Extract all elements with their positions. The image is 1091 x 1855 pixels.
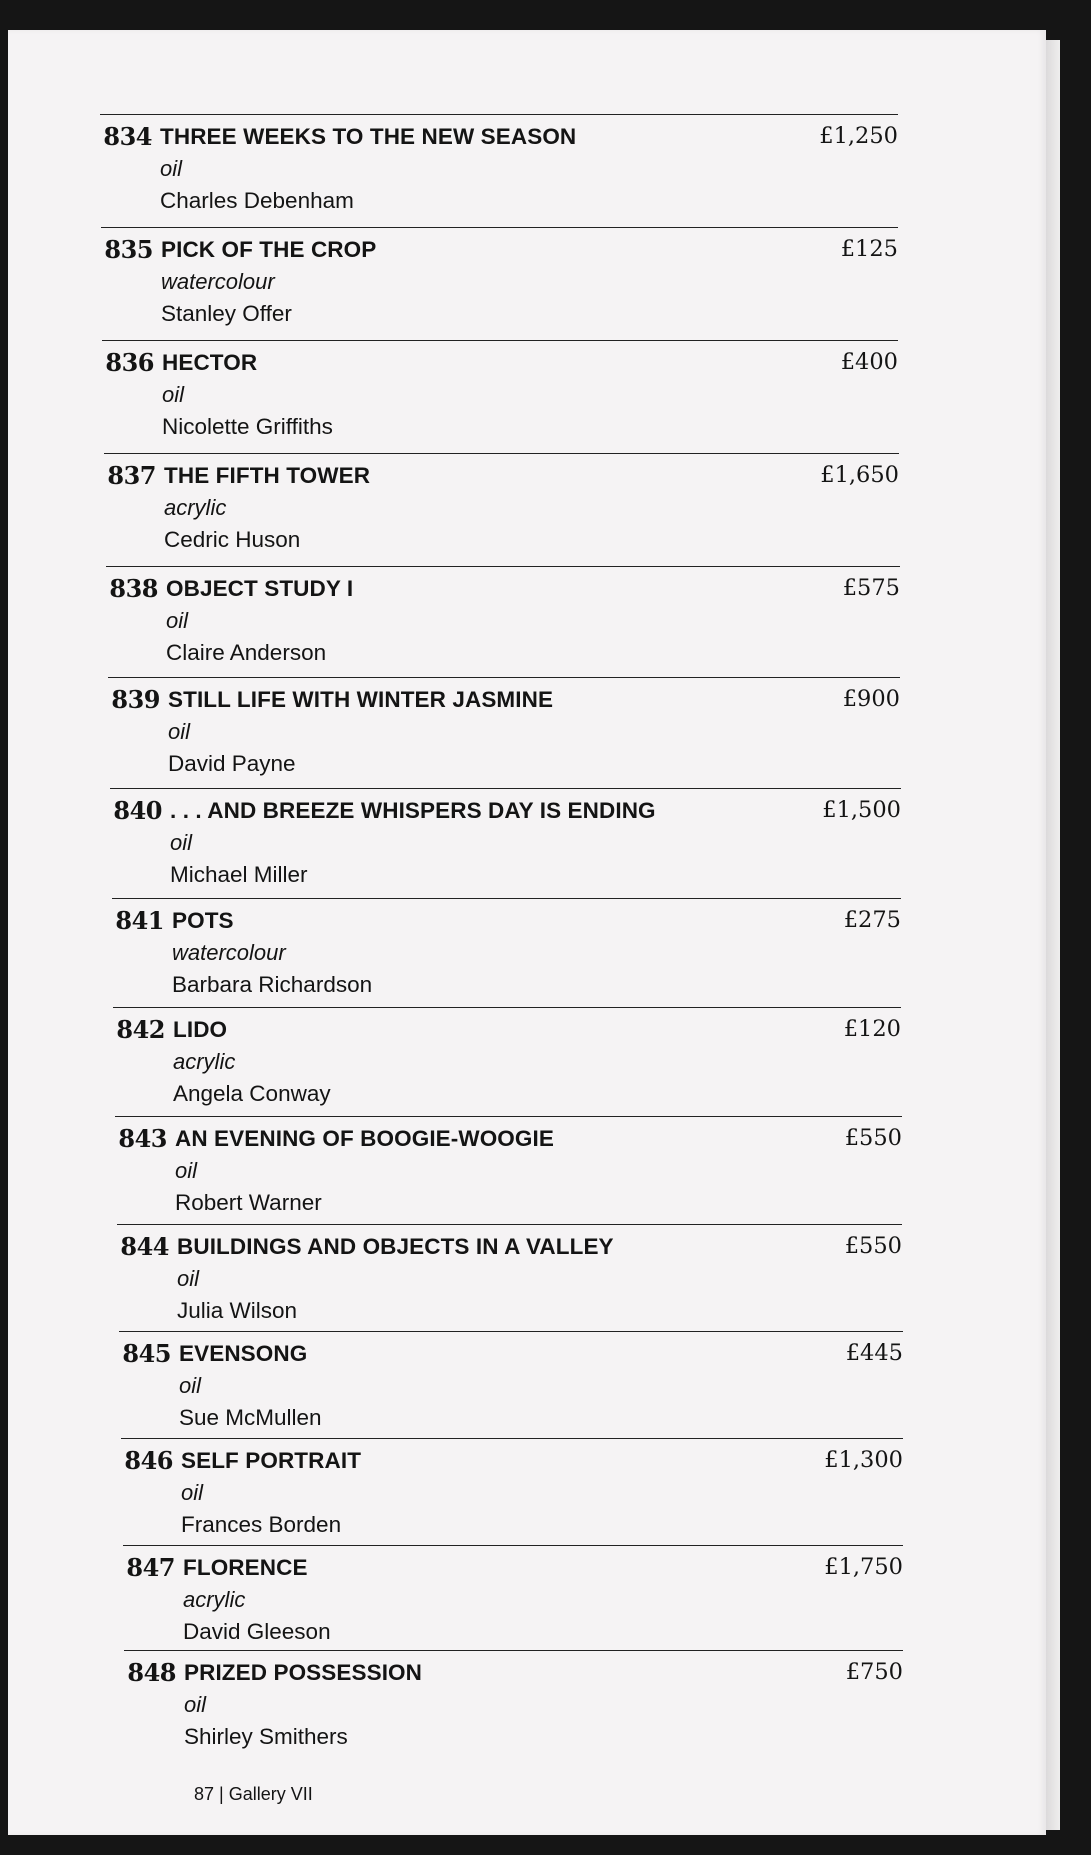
entry-price: £1,250: [819, 123, 898, 149]
entry-number: 839: [111, 685, 160, 714]
entry-artist: Shirley Smithers: [184, 1724, 348, 1749]
entry-medium: watercolour: [172, 940, 286, 965]
entry-medium: oil: [184, 1692, 207, 1717]
entry-price: £550: [844, 1125, 902, 1151]
catalogue-entry: [112, 898, 901, 997]
entry-artist: Charles Debenham: [160, 188, 354, 213]
entry-medium: watercolour: [161, 269, 275, 294]
entry-artist: Julia Wilson: [177, 1298, 298, 1323]
entry-artist: Stanley Offer: [161, 301, 292, 326]
entry-number: 835: [104, 235, 153, 264]
catalogue-entry: [104, 453, 899, 552]
entry-price: £275: [843, 907, 901, 933]
catalogue-entry: [100, 114, 898, 213]
entry-number: 842: [116, 1015, 165, 1044]
entry-price: £750: [845, 1659, 903, 1685]
catalogue-entry: [110, 788, 901, 887]
entry-artist: Cedric Huson: [164, 527, 301, 552]
entry-medium: oil: [179, 1373, 202, 1398]
entry-medium: oil: [177, 1266, 200, 1291]
catalogue-entry: [115, 1116, 902, 1215]
entry-title: THREE WEEKS TO THE NEW SEASON: [160, 124, 577, 149]
entry-price: £1,300: [824, 1447, 903, 1473]
entry-price: £120: [843, 1016, 901, 1042]
entry-artist: Nicolette Griffiths: [162, 414, 333, 439]
entry-title: BUILDINGS AND OBJECTS IN A VALLEY: [177, 1234, 614, 1259]
entry-artist: Michael Miller: [170, 862, 308, 887]
entry-title: . . . AND BREEZE WHISPERS DAY IS ENDING: [170, 798, 656, 823]
catalogue-entry: [106, 566, 900, 665]
entry-medium: acrylic: [164, 495, 227, 520]
entry-number: 834: [103, 122, 152, 151]
entry-title: LIDO: [173, 1017, 228, 1042]
entry-medium: oil: [175, 1158, 198, 1183]
catalogue-entry: [108, 677, 900, 776]
entry-artist: David Gleeson: [183, 1619, 331, 1644]
entry-title: PICK OF THE CROP: [161, 237, 377, 262]
entry-title: STILL LIFE WITH WINTER JASMINE: [168, 687, 554, 712]
entry-artist: Robert Warner: [175, 1190, 322, 1215]
entry-title: HECTOR: [162, 350, 258, 375]
entry-price: £1,500: [822, 797, 901, 823]
entry-price: £445: [845, 1340, 903, 1366]
entry-number: 846: [124, 1446, 173, 1475]
entry-number: 841: [115, 906, 164, 935]
entry-number: 848: [127, 1658, 176, 1687]
entry-number: 838: [109, 574, 158, 603]
catalogue-entry: [123, 1545, 903, 1644]
catalogue-entry: [121, 1438, 903, 1537]
entry-title: FLORENCE: [183, 1555, 308, 1580]
entry-medium: oil: [170, 830, 193, 855]
catalogue-entry: [124, 1650, 903, 1749]
entry-price: £400: [840, 349, 898, 375]
entry-number: 836: [105, 348, 154, 377]
entry-price: £900: [842, 686, 900, 712]
entry-title: EVENSONG: [179, 1341, 308, 1366]
entry-medium: acrylic: [183, 1587, 246, 1612]
entry-artist: Sue McMullen: [179, 1405, 322, 1430]
entry-title: AN EVENING OF BOOGIE-WOOGIE: [175, 1126, 554, 1151]
entry-title: THE FIFTH TOWER: [164, 463, 371, 488]
entry-medium: oil: [162, 382, 185, 407]
entry-title: SELF PORTRAIT: [181, 1448, 362, 1473]
entry-price: £1,650: [820, 462, 899, 488]
entry-medium: oil: [166, 608, 189, 633]
entry-title: PRIZED POSSESSION: [184, 1660, 423, 1685]
entry-medium: acrylic: [173, 1049, 236, 1074]
catalogue-entry: [101, 227, 898, 326]
entry-artist: Angela Conway: [173, 1081, 331, 1106]
catalogue-entry: [117, 1224, 902, 1323]
entry-price: £550: [844, 1233, 902, 1259]
entry-medium: oil: [160, 156, 183, 181]
catalogue-entry: [102, 340, 898, 439]
entry-artist: Frances Borden: [181, 1512, 342, 1537]
entry-artist: David Payne: [168, 751, 296, 776]
catalogue-entry: [113, 1007, 901, 1106]
entry-title: POTS: [172, 908, 234, 933]
entry-price: £575: [842, 575, 900, 601]
entry-number: 843: [118, 1124, 167, 1153]
entry-number: 845: [122, 1339, 171, 1368]
entry-medium: oil: [181, 1480, 204, 1505]
entry-number: 847: [126, 1553, 175, 1582]
entry-artist: Claire Anderson: [166, 640, 327, 665]
entry-number: 837: [107, 461, 156, 490]
entry-price: £125: [840, 236, 898, 262]
page-edge: [1046, 40, 1060, 1830]
catalogue-entry: [119, 1331, 903, 1430]
entry-number: 840: [113, 796, 162, 825]
entry-artist: Barbara Richardson: [172, 972, 373, 997]
entry-title: OBJECT STUDY I: [166, 576, 354, 601]
entry-number: 844: [120, 1232, 169, 1261]
entry-medium: oil: [168, 719, 191, 744]
page-footer: 87 | Gallery VII: [194, 1784, 313, 1804]
entry-price: £1,750: [824, 1554, 903, 1580]
